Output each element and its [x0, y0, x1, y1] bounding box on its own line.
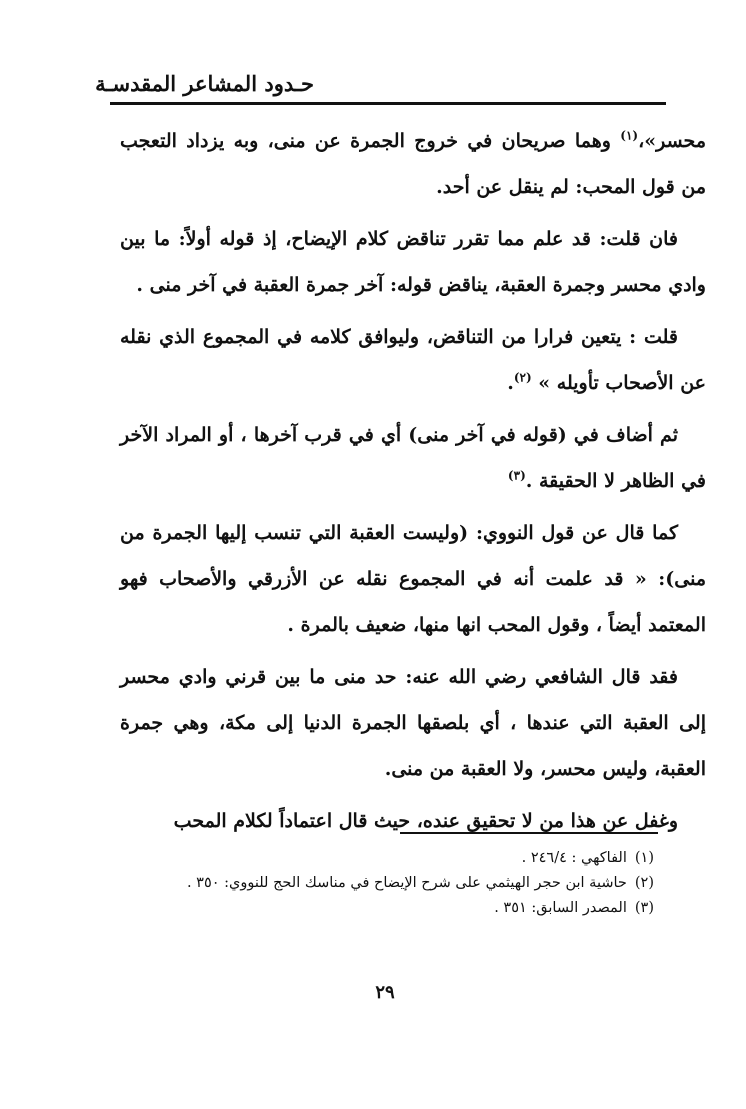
footnote-text: حاشية ابن حجر الهيثمي على شرح الإيضاح في مناسك الحج للنووي: ٣٥٠ .: [186, 875, 627, 891]
paragraph-5: كما قال عن قول النووي: (وليست العقبة التي تنسب إليها الجمرة من منى): « قد علمت أنه في المجموع نقله عن الأزرقي والأصحاب فهو المعتمد أيضاً ، وقول المحب انها منها، ضعيف بالمرة .: [120, 522, 706, 636]
footnote-rule: [400, 832, 658, 834]
paragraph-3-text: قلت : يتعين فرارا من التناقض، وليوافق كلامه في المجموع الذي نقله عن الأصحاب تأويله »: [120, 326, 706, 394]
footnote-ref-2: (٢): [513, 370, 532, 385]
footnote-1: [94, 846, 654, 871]
footnotes: [94, 846, 654, 921]
body-text: [120, 118, 706, 850]
footnote-number: (١): [634, 850, 654, 866]
footnote-text: الفاكهي : ٢٤٦/٤ .: [521, 850, 627, 866]
paragraph-1: [120, 118, 706, 210]
paragraph-4-text: ثم أضاف في (قوله في آخر منى) أي في قرب آخرها ، أو المراد الآخر في الظاهر لا الحقيقة .: [120, 424, 706, 492]
page-number: ٢٩: [375, 982, 395, 1003]
footnote-ref-1: (١): [620, 128, 639, 143]
footnote-number: (٣): [634, 900, 654, 916]
footnote-text: المصدر السابق: ٣٥١ .: [494, 900, 627, 916]
paragraph-4: [120, 412, 706, 504]
paragraph-1-rest: وهما صريحان في خروج الجمرة عن منى، وبه يزداد التعجب من قول المحب: لم ينقل عن أحد.: [120, 130, 706, 198]
paragraph-3: [120, 314, 706, 406]
footnote-3: [94, 896, 654, 921]
footnote-2: [94, 871, 654, 896]
paragraph-6: فقد قال الشافعي رضي الله عنه: حد منى ما بين قرني وادي محسر إلى العقبة التي عندها ، أي بلصقها الجمرة الدنيا إلى مكة، وهي جمرة العقبة، وليس محسر، ولا العقبة من منى.: [120, 666, 706, 780]
footnote-ref-3: (٣): [507, 468, 526, 483]
footnote-number: (٢): [634, 875, 654, 891]
paragraph-2: فان قلت: قد علم مما تقرر تناقض كلام الإيضاح، إذ قوله أولاً: ما بين وادي محسر وجمرة العقبة، يناقض قوله: آخر جمرة العقبة في آخر منى .: [120, 228, 706, 296]
paragraph-1-start: محسر»،: [638, 130, 706, 152]
paragraph-3-end: .: [507, 372, 514, 394]
header-rule: [110, 102, 666, 105]
paragraph-7: وغفل عن هذا من لا تحقيق عنده، حيث قال اعتماداً لكلام المحب: [173, 810, 678, 832]
running-title: حـدود المشاعر المقدسـة: [95, 71, 314, 96]
